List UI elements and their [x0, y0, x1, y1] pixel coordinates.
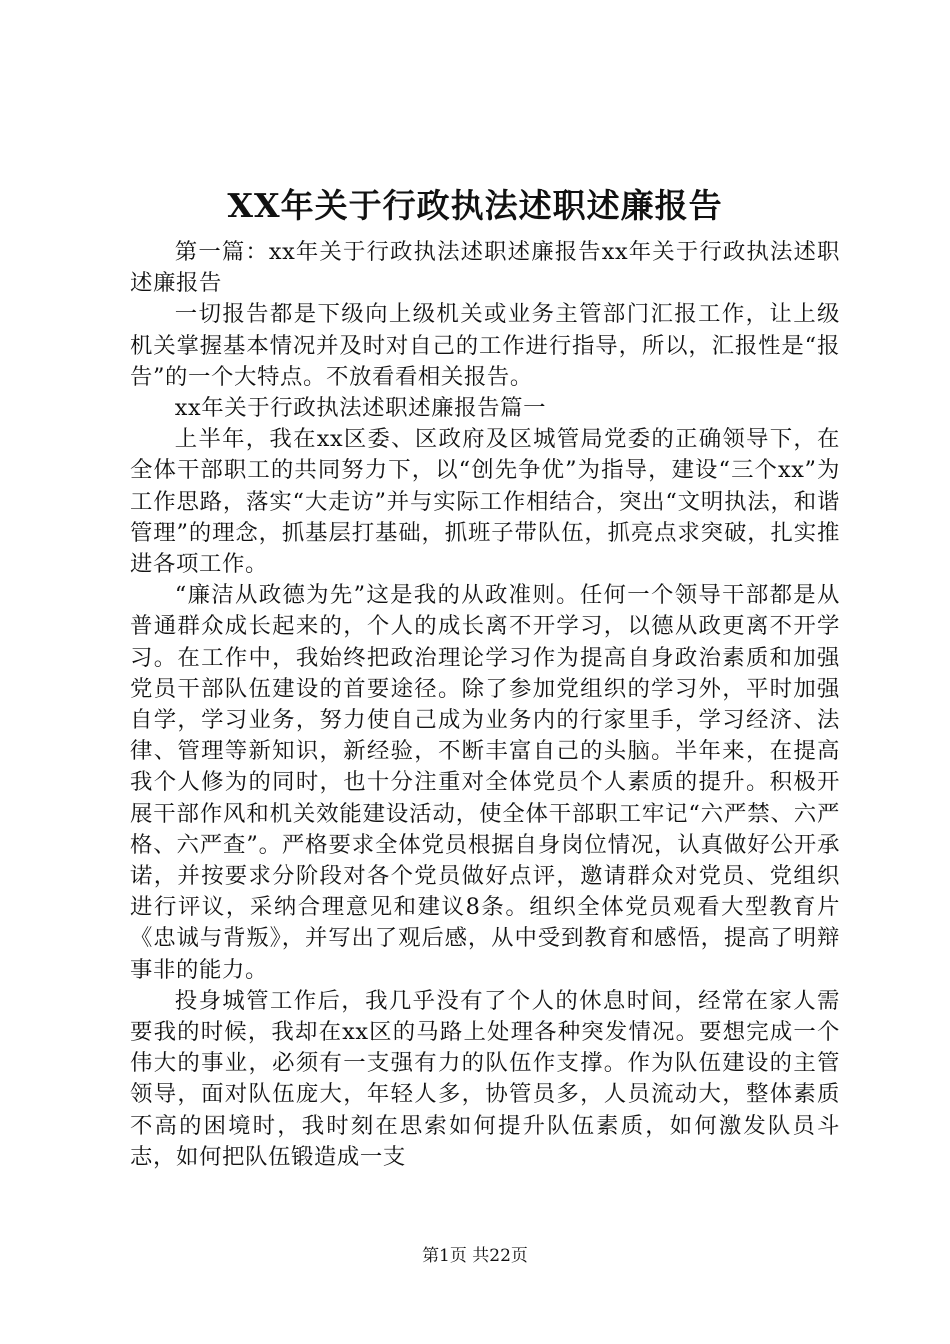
paragraph: “廉洁从政德为先”这是我的从政准则。任何一个领导干部都是从普通群众成长起来的，个人的成长离不开学习，以德从政更离不开学习。在工作中，我始终把政治理论学习作为提高自身政治素质和加强党员干部队伍建设的首要途径。除了参加党组织的学习外，平时加强自学，学习业务，努力使自己成为业务内的行家里手，学习经济、法律、管理等新知识，新经验，不断丰富自己的头脑。半年来，在提高我个人修为的同时，也十分注重对全体党员个人素质的提升。积极开展干部作风和机关效能建设活动，使全体干部职工牢记“六严禁、六严格、六严查”。严格要求全体党员根据自身岗位情况，认真做好公开承诺，并按要求分阶段对各个党员做好点评，邀请群众对党员、党组织进行评议，采纳合理意见和建议8条。组织全体党员观看大型教育片《忠诚与背叛》，并写出了观后感，从中受到教育和感悟，提高了明辩事非的能力。 — [130, 582, 840, 983]
paragraph: 投身城管工作后，我几乎没有了个人的休息时间，经常在家人需要我的时候，我却在xx区的马路上处理各种突发情况。要想完成一个伟大的事业，必须有一支强有力的队伍作支撑。作为队伍建设的主管领导，面对队伍庞大，年轻人多，协管员多，人员流动大，整体素质不高的困境时，我时刻在思索如何提升队伍素质，如何激发队员斗志，如何把队伍锻造成一支 — [130, 987, 840, 1170]
section-heading: xx年关于行政执法述职述廉报告篇一 — [174, 395, 547, 422]
paragraph: 第一篇：xx年关于行政执法述职述廉报告xx年关于行政执法述职述廉报告 — [130, 239, 840, 297]
page-number: 第1页 共22页 — [422, 1246, 528, 1266]
document-body — [130, 237, 840, 1173]
paragraph: 一切报告都是下级向上级机关或业务主管部门汇报工作，让上级机关掌握基本情况并及时对自己的工作进行指导，所以，汇报性是“报告”的一个大特点。不放看看相关报告。 — [130, 301, 840, 390]
paragraph: 上半年，我在xx区委、区政府及区城管局党委的正确领导下，在全体干部职工的共同努力下，以“创先争优”为指导，建设“三个xx”为工作思路，落实“大走访”并与实际工作相结合，突出“文明执法，和谐管理”的理念，抓基层打基础，抓班子带队伍，抓亮点求突破，扎实推进各项工作。 — [130, 426, 840, 578]
document-title: XX年关于行政执法述职述廉报告 — [227, 186, 723, 225]
